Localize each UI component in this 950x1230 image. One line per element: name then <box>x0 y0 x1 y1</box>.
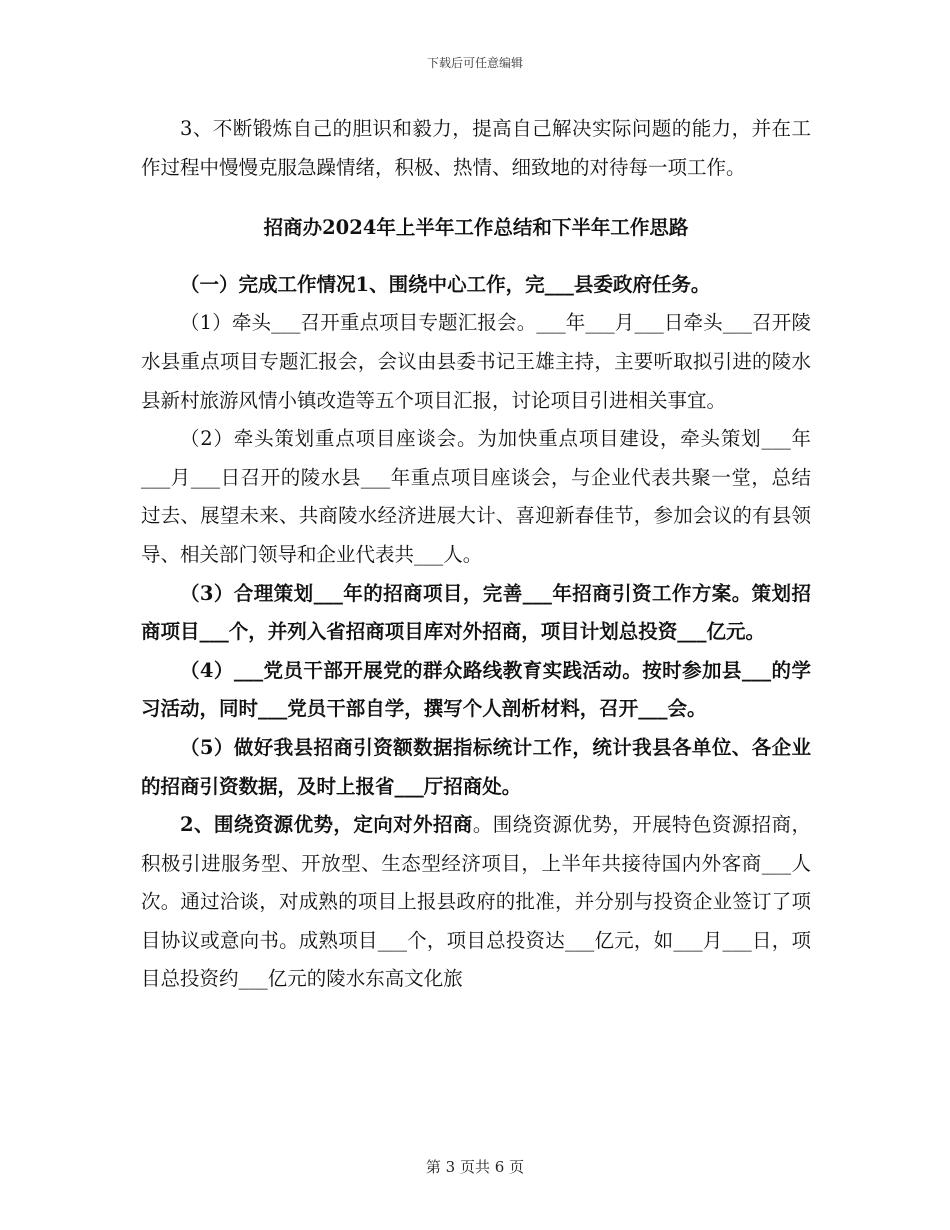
paragraph-item-1: （1）牵头___召开重点项目专题汇报会。___年___月___日牵头___召开陵水县重点项目专题汇报会，会议由县委书记王雄主持，主要听取拟引进的陵水县新村旅游风情小镇改造等五个项目汇报，讨论项目引进相关事宜。 <box>141 311 811 412</box>
paragraph-item-3-plan: （3）合理策划___年的招商项目，完善___年招商引资工作方案。策划招商项目___个，并列入省招商项目库对外招商，项目计划总投资___亿元。 <box>141 581 811 644</box>
subsection-heading: （一）完成工作情况1、围绕中心工作，完___县委政府任务。 <box>180 272 711 296</box>
paragraph-item-2: （2）牵头策划重点项目座谈会。为加快重点项目建设，牵头策划___年___月___日召开的陵水县___年重点项目座谈会，与企业代表共聚一堂，总结过去、展望未来、共商陵水经济进展大计、喜迎新春佳节，参加会议的有县领导、相关部门领导和企业代表共___人。 <box>141 427 811 566</box>
page-number: 第 3 页共 6 页 <box>425 1158 525 1176</box>
paragraph-body: 。围绕资源优势，开展特色资源招商，积极引进服务型、开放型、生态型经济项目，上半年共接待国内外客商___人次。通过洽谈，对成熟的项目上报县政府的批准，并分别与投资企业签订了项目协议或意向书。成熟项目___个，项目总投资达___亿元，如___月___日，项目总投资约___亿元的陵水东高文化旅 <box>141 813 811 991</box>
paragraph-item-3: 3、不断锻炼自己的胆识和毅力，提高自己解决实际问题的能力，并在工作过程中慢慢克服急躁情绪，积极、热情、细致地的对待每一项工作。 <box>141 117 811 179</box>
section-title: 招商办2024年上半年工作总结和下半年工作思路 <box>263 216 689 240</box>
paragraph-lead-bold: 2、围绕资源优势，定向对外招商 <box>180 813 473 837</box>
paragraph-item-4-party: （4）___党员干部开展党的群众路线教育实践活动。按时参加县___的学习活动，同时___党员干部自学，撰写个人剖析材料，召开___会。 <box>141 658 811 721</box>
document-body <box>141 110 811 999</box>
paragraph-item-5-stats: （5）做好我县招商引资额数据指标统计工作，统计我县各单位、各企业的招商引资数据，及时上报省___厅招商处。 <box>141 735 811 798</box>
page-header-note: 下载后可任意编辑 <box>426 56 523 70</box>
paragraph-resource-investment <box>141 806 811 999</box>
